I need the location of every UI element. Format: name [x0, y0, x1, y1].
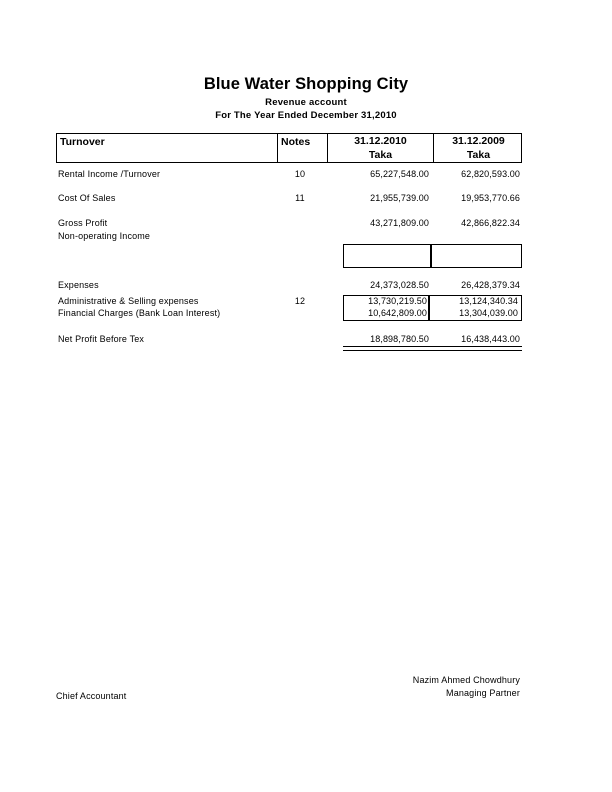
row-amount-2009: 13,304,039.00 — [459, 308, 518, 318]
row-amount-2010: 13,730,219.50 — [368, 296, 427, 306]
signatory-title-left: Chief Accountant — [56, 691, 127, 701]
rule-line-lower — [343, 350, 522, 351]
column-header-year-2009-date: 31.12.2009 — [452, 135, 505, 147]
row-amount-2009: 13,124,340.34 — [459, 296, 518, 306]
document-period: For The Year Ended December 31,2010 — [215, 110, 397, 121]
row-label: Cost Of Sales — [58, 193, 116, 203]
table-row — [56, 280, 522, 293]
column-header-year-2009-unit: Taka — [466, 148, 491, 161]
non-operating-income-box — [343, 244, 522, 268]
signature-left — [56, 690, 126, 703]
row-amount-2009: 16,438,443.00 — [461, 334, 520, 344]
row-amount-2010: 65,227,548.00 — [370, 169, 429, 179]
box-column-divider — [430, 245, 432, 267]
row-amount-2010: 43,271,809.00 — [370, 218, 429, 228]
table-row — [56, 231, 522, 244]
table-row — [56, 308, 522, 321]
signature-right — [413, 674, 520, 700]
document-header — [0, 74, 612, 122]
non-operating-income-empty-cells — [344, 245, 521, 267]
column-header-year-2010 — [327, 134, 433, 162]
row-amount-2009: 62,820,593.00 — [461, 169, 520, 179]
column-header-year-2009 — [433, 134, 523, 162]
signatory-name: Nazim Ahmed Chowdhury — [412, 675, 520, 685]
row-amount-2010: 24,373,028.50 — [370, 280, 429, 290]
row-note: 10 — [294, 169, 306, 179]
document-subtitle: Revenue account — [265, 97, 347, 108]
row-amount-2010: 10,642,809.00 — [368, 308, 427, 318]
row-note: 12 — [294, 296, 306, 306]
column-header-year-2010-date: 31.12.2010 — [354, 135, 407, 147]
table-row-total — [56, 334, 522, 346]
row-amount-2010: 21,955,739.00 — [370, 193, 429, 203]
row-amount-2009: 26,428,379.34 — [461, 280, 520, 290]
row-label: Rental Income /Turnover — [58, 169, 161, 179]
row-label: Financial Charges (Bank Loan Interest) — [58, 308, 221, 318]
column-header-notes: Notes — [277, 134, 327, 162]
row-label: Non-operating Income — [58, 231, 151, 241]
table-row — [56, 169, 522, 182]
total-double-rule — [56, 346, 522, 352]
page-title: Blue Water Shopping City — [203, 75, 409, 93]
row-amount-2009: 42,866,822.34 — [461, 218, 520, 228]
column-header-year-2010-unit: Taka — [368, 148, 393, 161]
row-label: Net Profit Before Tex — [58, 334, 145, 344]
row-amount-2009: 19,953,770.66 — [461, 193, 520, 203]
row-label: Administrative & Selling expenses — [58, 296, 199, 306]
row-label: Gross Profit — [58, 218, 108, 228]
revenue-account-table — [56, 133, 522, 352]
expense-detail-box — [56, 296, 522, 322]
row-note: 11 — [295, 193, 305, 203]
row-amount-2010: 18,898,780.50 — [370, 334, 429, 344]
table-header-row — [56, 133, 522, 163]
table-row — [56, 218, 522, 231]
row-label: Expenses — [58, 280, 99, 290]
table-row — [56, 193, 522, 206]
column-header-description: Turnover — [60, 136, 105, 148]
rule-line-upper — [343, 346, 522, 347]
signatory-title: Managing Partner — [446, 688, 520, 698]
